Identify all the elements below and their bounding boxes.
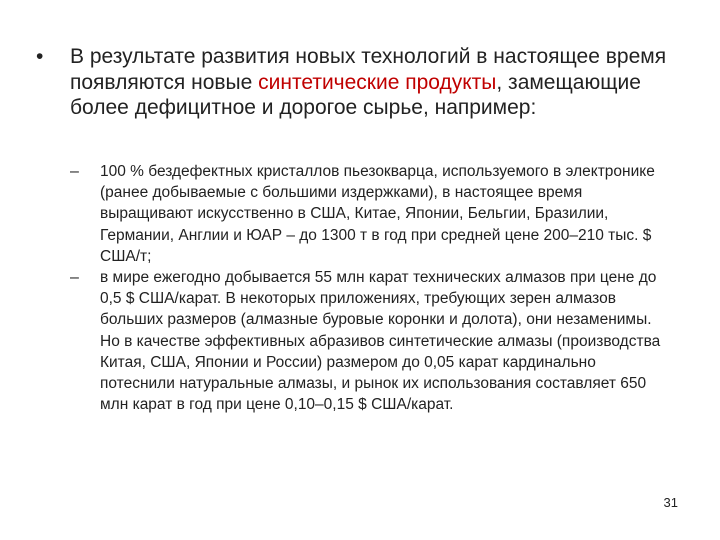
dash-icon: – <box>70 269 79 287</box>
sub-bullet-list <box>70 161 670 415</box>
dash-icon: – <box>70 163 79 180</box>
main-text-after: , замещающие более дефицитное и дорогое сырье, например: <box>70 70 641 119</box>
main-text-highlight: синтетические продукты <box>258 70 497 94</box>
bullet-icon: • <box>36 45 44 68</box>
main-bullet-text <box>70 44 692 121</box>
sub-bullet-item <box>70 161 670 267</box>
sub-bullet-text: 100 % бездефектных кристаллов пьезокварца, используемого в электронике (ранее добываемые с большими издержками), в настоящее время выращивают искусственно в США, Китае, Японии, Бельгии, Бразилии, Германии, Англии и ЮАР – до 1300 т в год при средней цене 200–210 тыс. $ США/т; <box>100 163 655 265</box>
sub-bullet-item <box>70 267 670 415</box>
main-text-before: В результате развития новых технологий в настоящее время появляются новые <box>70 45 667 94</box>
page-number: 31 <box>663 495 678 510</box>
sub-bullet-text: в мире ежегодно добывается 55 млн карат технических алмазов при цене до 0,5 $ США/карат. В некоторых приложениях, требующих зерен алмазов больших размеров (алмазные буровые коронки и долота), они незаменимы. Но в качестве эффективных абразивов синтетические алмазы (производства Китая, США, Японии и России) размером до 0,05 карат кардинально потеснили натуральные алмазы, и рынок их использования составляет 650 млн карат в год при цене 0,10–0,15 $ США/карат. <box>100 269 661 414</box>
